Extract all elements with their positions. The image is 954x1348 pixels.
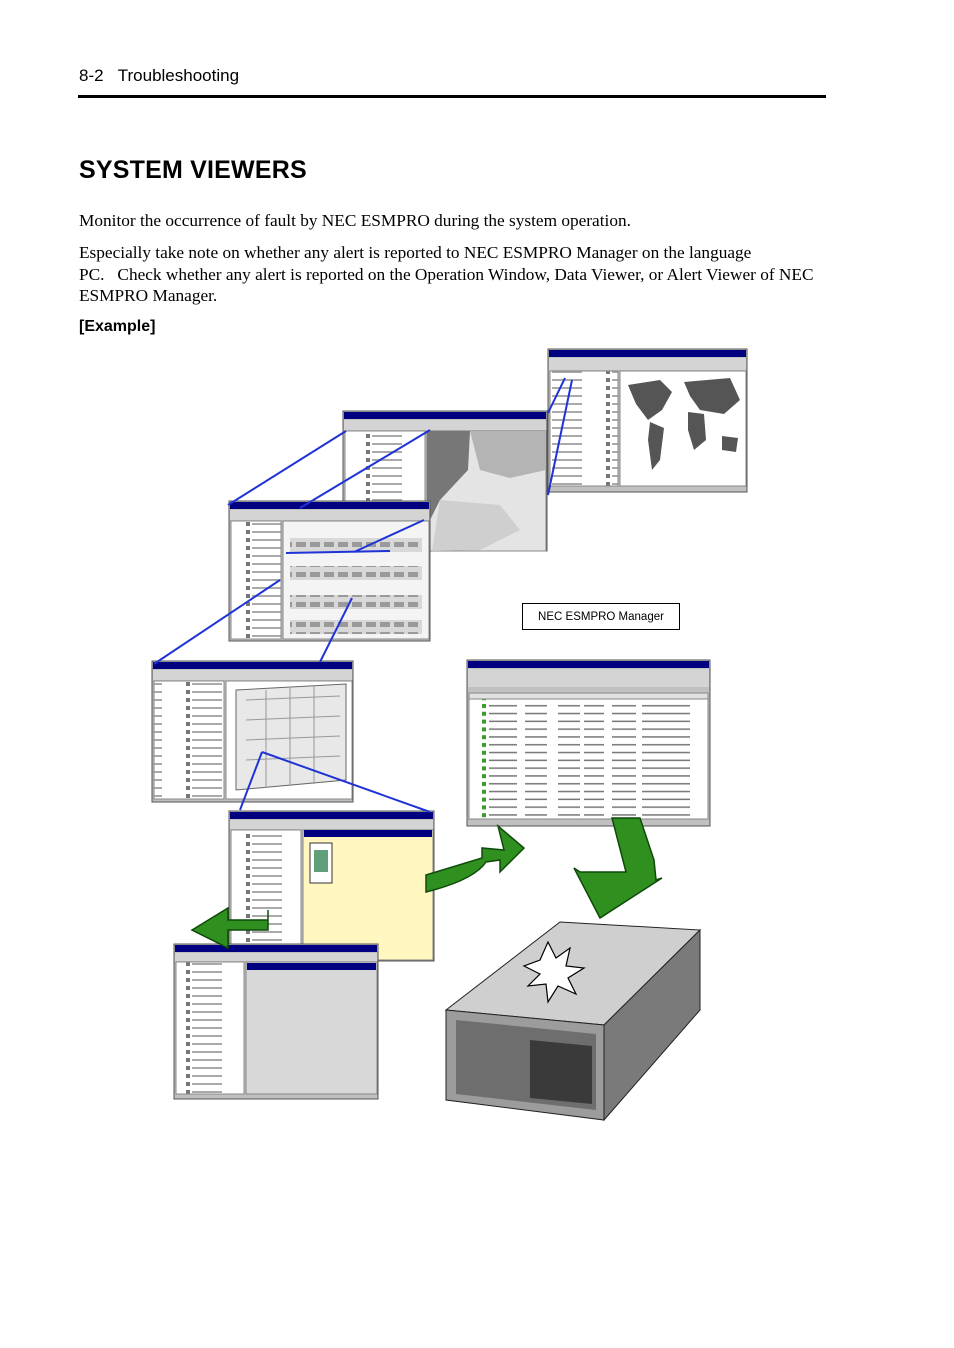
section-name: Troubleshooting <box>117 66 240 85</box>
data-viewer-window <box>229 811 434 961</box>
page-number: 8-2 <box>79 66 104 85</box>
esmpro-manager-label: NEC ESMPRO Manager <box>522 603 680 630</box>
operation-window-world <box>548 349 747 492</box>
operation-window-racks <box>229 501 430 641</box>
paragraph-1: Monitor the occurrence of fault by NEC ESMPRO during the system operation. <box>79 211 631 230</box>
paragraph-2: Especially take note on whether any alert is reported to NEC ESMPRO Manager on the language PC. Check whether any alert is reported on the Operation Window, Data Viewer, or Alert Viewer of NEC ESMPRO Manager. <box>79 243 814 305</box>
example-label: [Example] <box>79 318 156 335</box>
server-illustration <box>446 922 700 1120</box>
alert-viewer-window <box>467 660 710 826</box>
operation-window-floor <box>152 661 353 802</box>
data-viewer-detail-window <box>174 944 378 1099</box>
page-title: SYSTEM VIEWERS <box>79 156 307 184</box>
